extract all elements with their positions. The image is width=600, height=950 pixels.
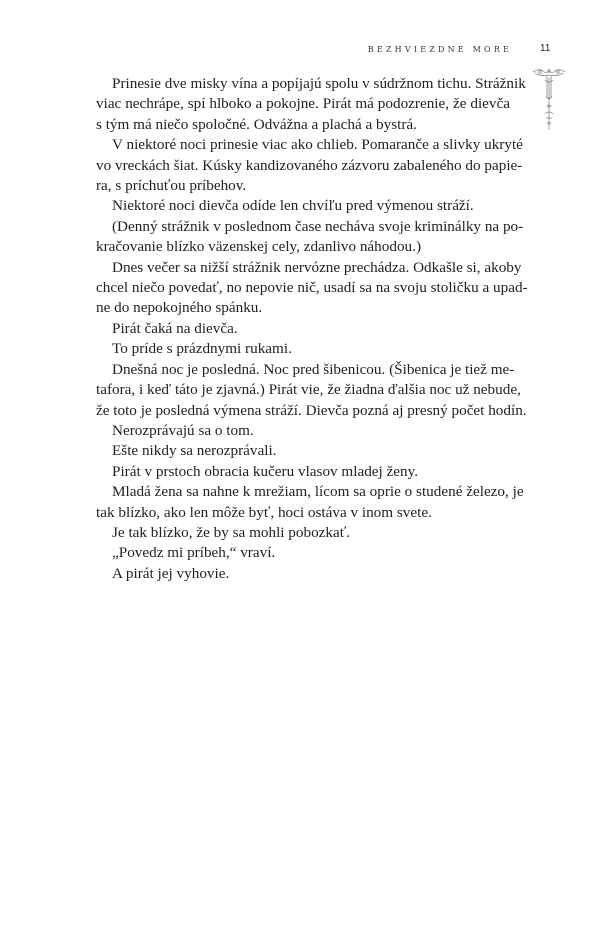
body-text [80,74,528,584]
text-line: Je tak blízko, že by sa mohli pobozkať. [112,523,351,541]
text-line: „Povedz mi príbeh,“ vraví. [112,544,276,562]
text-line: Dnešná noc je posledná. Noc pred šibenicou. (Šibenica je tiež me- [112,360,515,378]
paragraph [80,482,524,523]
paragraph [80,135,523,196]
flourish-ornament-icon [531,66,567,134]
running-head-title: BEZHVIEZDNE MORE [367,45,512,54]
text-line: Ešte nikdy sa nerozprávali. [112,442,277,460]
paragraph [80,360,527,421]
text-line: tafora, i keď táto je zjavná.) Pirát vie, že žiadna ďalšia noc už nebude, [96,381,521,399]
text-line: Mladá žena sa nahne k mrežiam, lícom sa oprie o studené železo, je [112,483,524,501]
text-line: A pirát jej vyhovie. [112,564,230,582]
paragraph [80,196,510,216]
text-line: Dnes večer sa nižší strážnik nervózne prechádza. Odkašle si, akoby [112,258,522,276]
paragraph [80,462,510,482]
page-number: 11 [540,43,551,54]
text-line: vo vreckách šiat. Kúsky kandizovaného zázvoru zabaleného do papie- [96,156,523,174]
text-line: že toto je posledná výmena stráží. Dievča pozná aj presný počet hodín. [96,401,527,419]
paragraph [80,74,526,135]
text-line: Pirát čaká na dievča. [112,319,238,337]
text-line: chcel niečo povedať, no nepovie nič, usadí sa na svoju stoličku a upad- [96,279,528,297]
paragraph [80,217,524,258]
text-line: ra, s príchuťou príbehov. [96,177,247,195]
text-line: V niektoré noci prinesie viac ako chlieb. Pomaranče a slivky ukryté [112,136,523,154]
text-line: ne do nepokojného spánku. [96,299,263,317]
text-line: Niektoré noci dievča odíde len chvíľu pred výmenou stráží. [112,197,474,215]
paragraph [80,523,510,543]
paragraph [80,319,510,339]
paragraph [80,258,528,319]
paragraph [80,441,510,461]
text-line: Prinesie dve misky vína a popíjajú spolu v súdržnom tichu. Strážnik [112,75,526,92]
paragraph [80,543,510,563]
paragraph [80,339,510,359]
text-line: s tým má niečo spoločné. Odvážna a plachá a bystrá. [96,115,417,133]
text-line: viac nechrápe, spí hlboko a pokojne. Pirát má podozrenie, že dievča [96,95,510,113]
paragraph [80,564,510,584]
text-line: Nerozprávajú sa o tom. [112,421,254,439]
paragraph [80,421,510,441]
text-line: kračovanie blízko väzenskej cely, zdanlivo náhodou.) [96,238,421,256]
text-line: To príde s prázdnymi rukami. [112,340,292,358]
text-line: (Denný strážnik v poslednom čase necháva svoje kriminálky na po- [112,217,524,235]
text-line: Pirát v prstoch obracia kučeru vlasov mladej ženy. [112,462,419,480]
text-line: tak blízko, ako len môže byť, hoci ostáva v inom svete. [96,503,432,521]
